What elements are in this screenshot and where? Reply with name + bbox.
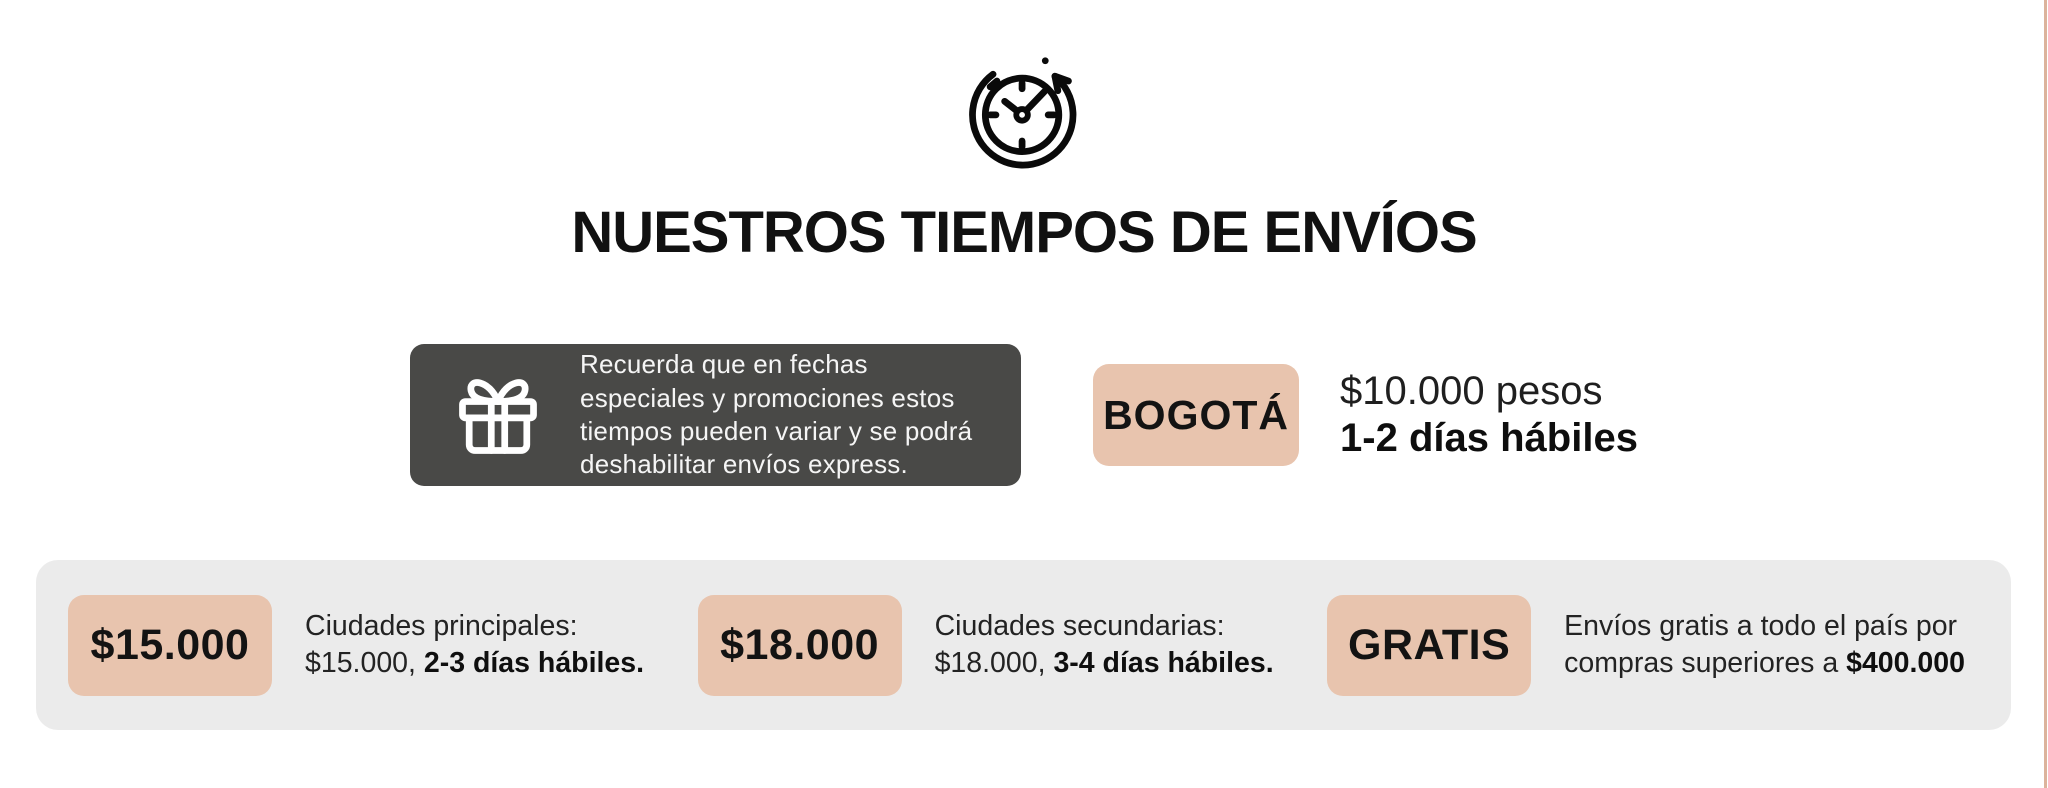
notice-line: especiales y promociones estos (580, 382, 955, 413)
shipping-price-badge: GRATIS (1327, 595, 1531, 696)
shipping-option-secundarias (698, 595, 1274, 696)
option-line1: Ciudades principales: (305, 609, 578, 642)
option-line2-bold: $400.000 (1846, 647, 1965, 679)
bogota-delivery-time: 1-2 días hábiles (1340, 416, 1638, 460)
option-line2-bold: 3-4 días hábiles. (1053, 647, 1274, 679)
option-line2 (935, 645, 1274, 682)
shipping-option-gratis (1327, 595, 1965, 696)
shipping-option-principales (68, 595, 644, 696)
shipping-options-bar (36, 560, 2011, 730)
notice-line: deshabilitar envíos express. (580, 449, 908, 480)
shipping-price-badge: $15.000 (68, 595, 272, 696)
notice-line: tiempos pueden variar y se podrá (580, 416, 973, 446)
bogota-info (1340, 368, 1638, 462)
bogota-badge: BOGOTÁ (1093, 364, 1299, 466)
notice-text (580, 348, 972, 481)
page-title: NUESTROS TIEMPOS DE ENVÍOS (571, 200, 1477, 265)
option-line1: Ciudades secundarias: (934, 609, 1225, 642)
option-line1: Envíos gratis a todo el país por (1564, 609, 1958, 642)
option-line2-regular: $18.000, (934, 647, 1054, 679)
option-line2 (1564, 645, 1965, 682)
shipping-option-text (305, 608, 644, 682)
bogota-price: $10.000 pesos (1340, 368, 1603, 413)
shipping-option-text (935, 608, 1274, 682)
option-line2-regular: $15.000, (305, 647, 424, 679)
special-dates-notice-box (410, 344, 1021, 486)
shipping-option-text (1564, 608, 1965, 682)
bogota-shipping-row (0, 344, 2048, 486)
option-line2 (305, 645, 644, 682)
right-edge-accent-line (2044, 0, 2047, 788)
header-icon-row (0, 0, 2048, 170)
clock-history-icon (966, 52, 1082, 170)
notice-line: Recuerda que en fechas (580, 349, 868, 380)
option-line2-regular: compras superiores a (1564, 647, 1847, 679)
option-line2-bold: 2-3 días hábiles. (423, 647, 645, 679)
shipping-price-badge: $18.000 (698, 595, 902, 696)
gift-icon (450, 367, 546, 463)
